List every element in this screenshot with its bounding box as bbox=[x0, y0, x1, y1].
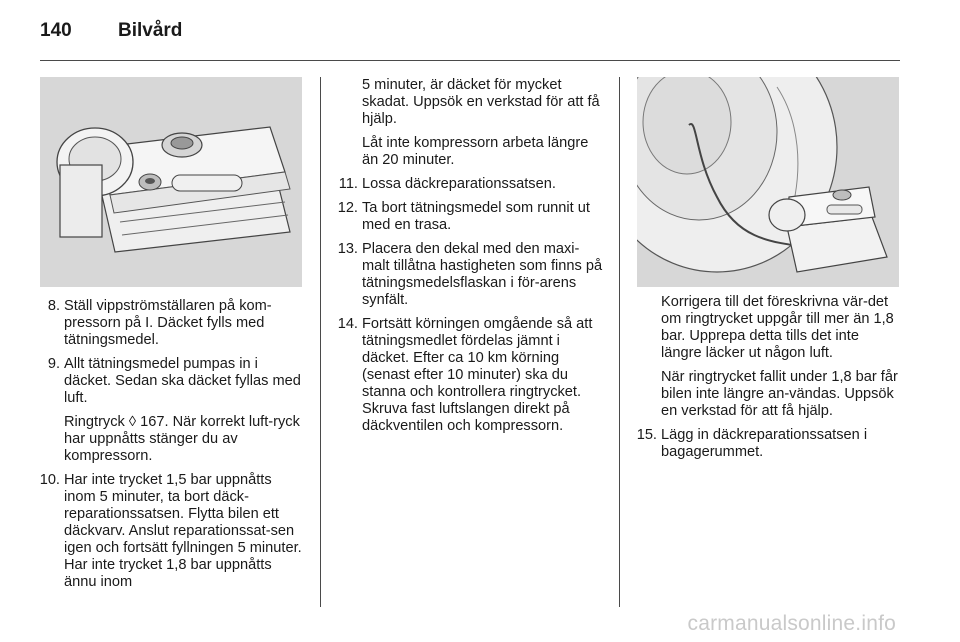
item-number: 13. bbox=[337, 241, 358, 257]
column-divider-left bbox=[320, 77, 321, 607]
list-item bbox=[637, 427, 903, 461]
list-item bbox=[338, 316, 604, 435]
list-item bbox=[40, 298, 302, 349]
item-text: Fortsätt körningen omgående så att tätningsmedlet fördelas jämnt i däcket. Efter ca 10 km körning (senast efter 10 minuter) ska du stanna och kontrollera ringtrycket. Skruva fast luftslangen direkt på däckventilen och kompressorn. bbox=[362, 316, 593, 434]
continuation-text: Korrigera till det föreskrivna vär-det om ringtrycket uppgår till mer än 1,8 bar. Upprepa detta tills det inte längre läcker ut någon luft. bbox=[661, 294, 894, 361]
item-text: Lägg in däckreparationssatsen i bagagerummet. bbox=[661, 427, 868, 460]
item-number: 8. bbox=[47, 298, 60, 314]
item-number: 14. bbox=[337, 316, 358, 332]
list-item bbox=[40, 472, 302, 591]
item-note: Ringtryck ◊ 167. När korrekt luft-ryck har uppnåtts stänger du av kompressorn. bbox=[64, 414, 300, 464]
item-number: 15. bbox=[636, 427, 657, 443]
list-item bbox=[338, 200, 604, 234]
tyre-compressor-illustration bbox=[637, 77, 899, 287]
item-number: 9. bbox=[47, 356, 60, 372]
item-text: Har inte trycket 1,5 bar uppnåtts inom 5 minuter, ta bort däck-reparationssatsen. Flytta bilen ett däckvarv. Anslut reparationssat-sen igen och fortsätt fyllningen 5 minuter. Har inte trycket 1,8 bar uppnåtts ännu inom bbox=[64, 472, 302, 590]
header-rule bbox=[40, 60, 900, 61]
text-column-2 bbox=[338, 77, 604, 442]
item-number: 11. bbox=[338, 176, 358, 192]
item-number: 12. bbox=[337, 200, 358, 216]
item-text: Ta bort tätningsmedel som runnit ut med en trasa. bbox=[362, 200, 590, 233]
continuation-note: Låt inte kompressorn arbeta längre än 20 minuter. bbox=[362, 135, 589, 168]
item-text: Placera den dekal med den maxi-malt tillåtna hastigheten som finns på tätningsmedelsflaskan i för-arens synfält. bbox=[362, 241, 603, 308]
page-number: 140 bbox=[40, 20, 72, 41]
continuation-text: 5 minuter, är däcket för mycket skadat. Uppsök en verkstad för att få hjälp. bbox=[362, 77, 600, 127]
list-item bbox=[338, 176, 604, 193]
item-number: 10. bbox=[39, 472, 60, 488]
compressor-illustration bbox=[40, 77, 302, 287]
list-item bbox=[338, 241, 604, 309]
section-title: Bilvård bbox=[118, 20, 183, 41]
watermark: carmanualsonline.info bbox=[687, 612, 896, 635]
text-column-3 bbox=[637, 294, 903, 468]
text-column-1 bbox=[40, 298, 302, 598]
continuation-note: När ringtrycket fallit under 1,8 bar får bilen inte längre an-vändas. Uppsök en verkstad för att få hjälp. bbox=[661, 369, 898, 419]
item-text: Ställ vippströmställaren på kom-pressorn på I. Däcket fylls med tätningsmedel. bbox=[64, 298, 272, 348]
item-text: Allt tätningsmedel pumpas in i däcket. Sedan ska däcket fyllas med luft. bbox=[64, 356, 301, 406]
list-item bbox=[40, 356, 302, 465]
item-text: Lossa däckreparationssatsen. bbox=[362, 176, 556, 192]
column-divider-right bbox=[619, 77, 620, 607]
